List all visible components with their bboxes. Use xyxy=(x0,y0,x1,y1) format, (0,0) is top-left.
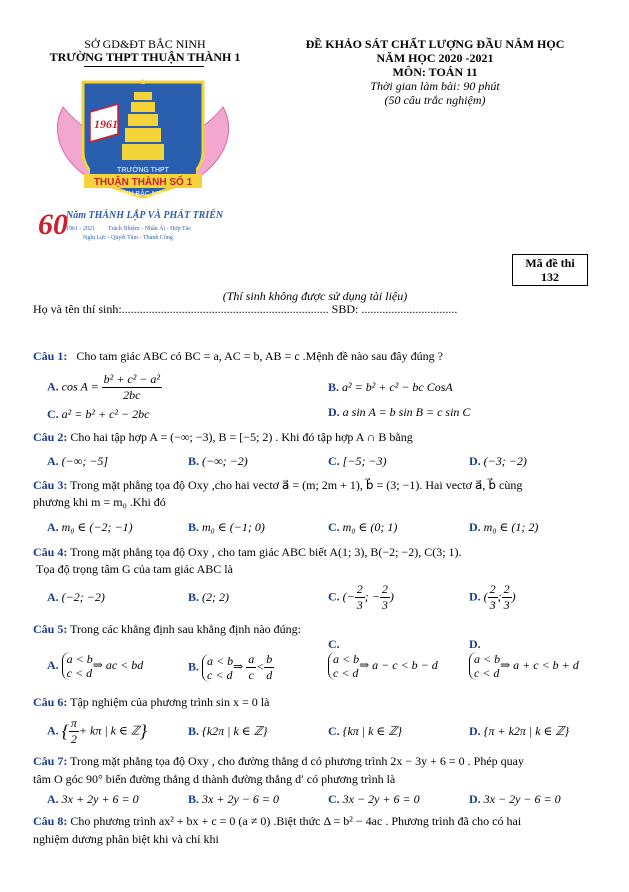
svg-text:TỈNH BẮC NINH: TỈNH BẮC NINH xyxy=(117,191,169,198)
q3-option-a[interactable]: A. m₀ ∈ (−2; −1) xyxy=(47,520,133,534)
question-4-line2: Tọa độ trọng tâm G của tam giác ABC là xyxy=(36,562,233,576)
q6-option-a[interactable]: A. { $\frac{\pi}{2}$ + kπ | k ∈ ℤ} xyxy=(47,716,147,746)
question-3: Câu 3: Trong mặt phẳng tọa độ Oxy ,cho hai vectơ a⃗ = (m; 2m + 1), b⃗ = (3; −1). Hai vectơ a⃗, b⃗ cùng xyxy=(33,478,523,492)
svg-text:1961: 1961 xyxy=(94,117,118,131)
q4-option-c[interactable]: C. (− $\frac{2}{3}$ ; − $\frac{2}{3}$ ) xyxy=(328,582,394,612)
question-5: Câu 5: Trong các khẳng định sau khẳng định nào đúng: xyxy=(33,622,301,636)
school-year: NĂM HỌC 2020 -2021 xyxy=(376,51,494,65)
question-4: Câu 4: Trong mặt phẳng tọa độ Oxy , cho tam giác ABC biết A(1; 3), B(−2; −2), C(3; 1). xyxy=(33,545,462,559)
q7-option-b[interactable]: B. 3x + 2y − 6 = 0 xyxy=(188,792,279,806)
q7-option-c[interactable]: C. 3x − 2y + 6 = 0 xyxy=(328,792,420,806)
q7-option-d[interactable]: D. 3x − 2y − 6 = 0 xyxy=(469,792,561,806)
question-8-line2: nghiệm dương phân biệt khi và chỉ khi xyxy=(33,832,219,846)
q4-option-d[interactable]: D. ( $\frac{2}{3}$ ; $\frac{2}{3}$ ) xyxy=(469,582,516,612)
question-8-text: Cho phương trình ax² + bx + c = 0 (a ≠ 0) .Biệt thức Δ = b² − 4ac . Phương trình đã cho có hai xyxy=(70,814,522,828)
question-7-line2: tâm O góc 90° biến đường thẳng d thành đường thẳng d′ có phương trình là xyxy=(33,772,396,786)
q2-option-a[interactable]: A. (−∞; −5] xyxy=(47,454,109,468)
question-1: Câu 1: Cho tam giác ABC có BC = a, AC = b, AB = c .Mệnh đề nào sau đây đúng ? xyxy=(33,349,443,363)
q2-option-d[interactable]: D. (−3; −2) xyxy=(469,454,527,468)
exam-code-box xyxy=(512,254,588,286)
q7-option-a[interactable]: A. 3x + 2y + 6 = 0 xyxy=(47,792,139,806)
department-name: SỞ GD&ĐT BẮC NINH xyxy=(84,37,206,51)
candidate-name-label: Họ và tên thí sinh:..................................................................... xyxy=(33,302,329,316)
question-2-text: Cho hai tập hợp A = (−∞; −3), B = [−5; 2) . Khi đó tập hợp A ∩ B bằng xyxy=(70,430,413,444)
time-limit: Thời gian làm bài: 90 phút xyxy=(370,79,500,93)
question-6: Câu 6: Tập nghiệm của phương trình sin x = 0 là xyxy=(33,695,270,709)
question-8: Câu 8: Cho phương trình ax² + bx + c = 0 (a ≠ 0) .Biệt thức Δ = b² − 4ac . Phương trình đã cho có hai xyxy=(33,814,522,828)
q3-option-d[interactable]: D. m₀ ∈ (1; 2) xyxy=(469,520,539,534)
candidate-sbd-label: SBD: ................................ xyxy=(331,302,458,316)
q3-option-c[interactable]: C. m₀ ∈ (0; 1) xyxy=(328,520,398,534)
subject: MÔN: TOÁN 11 xyxy=(392,65,478,79)
q3-option-b[interactable]: B. m₀ ∈ (−1; 0) xyxy=(188,520,265,534)
svg-text:THUẬN THÀNH SỐ 1: THUẬN THÀNH SỐ 1 xyxy=(93,177,193,188)
exam-title: ĐỀ KHẢO SÁT CHẤT LƯỢNG ĐẦU NĂM HỌC xyxy=(305,37,565,51)
q1-option-a[interactable]: A. cos A = $\frac{\text{b² + c² − a²}}{2bc}$ xyxy=(47,372,160,402)
q6-option-b[interactable]: B. {k2π | k ∈ ℤ} xyxy=(188,724,268,738)
header-divider xyxy=(84,66,204,67)
svg-text:Năm THÀNH LẬP VÀ PHÁT TRIỂN: Năm THÀNH LẬP VÀ PHÁT TRIỂN xyxy=(66,210,224,221)
question-3-line2: phương khi m = m₀ .Khi đó xyxy=(33,495,166,509)
q1-option-b[interactable]: B. a² = b² + c² − bc CosA xyxy=(328,380,453,394)
question-2: Câu 2: Cho hai tập hợp A = (−∞; −3), B = [−5; 2) . Khi đó tập hợp A ∩ B bằng xyxy=(33,430,413,444)
question-1-text: Cho tam giác ABC có BC = a, AC = b, AB = c .Mệnh đề nào sau đây đúng ? xyxy=(76,349,443,363)
svg-text:Trách Nhiệm - Nhân Ái - Hợp Tá: Trách Nhiệm - Nhân Ái - Hợp Tác xyxy=(108,226,191,232)
question-6-text: Tập nghiệm của phương trình sin x = 0 là xyxy=(70,695,270,709)
q4-option-a[interactable]: A. (−2; −2) xyxy=(47,590,105,604)
no-materials-notice: (Thí sinh không được sử dụng tài liệu) xyxy=(222,289,408,303)
question-3-text: Trong mặt phẳng tọa độ Oxy ,cho hai vectơ a⃗ = (m; 2m + 1), b⃗ = (3; −1). Hai vectơ a⃗, b⃗ cùng xyxy=(70,478,523,492)
q5-option-d[interactable]: D. a < b c < d⇒ a + c < b + d xyxy=(469,637,579,680)
school-name: TRƯỜNG THPT THUẬN THÀNH 1 xyxy=(49,50,241,64)
school-logo xyxy=(38,72,248,247)
q1-option-c[interactable]: C. a² = b² + c² − 2bc xyxy=(47,407,150,421)
svg-text:60: 60 xyxy=(38,208,68,241)
question-count: (50 câu trắc nghiệm) xyxy=(384,93,486,107)
svg-text:1961 - 2021: 1961 - 2021 xyxy=(66,226,95,232)
question-4-text: Trong mặt phẳng tọa độ Oxy , cho tam giác ABC biết A(1; 3), B(−2; −2), C(3; 1). xyxy=(70,545,462,559)
q6-option-c[interactable]: C. {kπ | k ∈ ℤ} xyxy=(328,724,403,738)
q5-option-b[interactable]: B. a < b c < d⇒ $\frac{a}{c}$ < $\frac{b}{d}$ xyxy=(188,652,273,682)
question-7: Câu 7: Trong mặt phẳng tọa độ Oxy , cho đường thẳng d có phương trình 2x − 3y + 6 = 0 . Phép quay xyxy=(33,754,524,768)
candidate-name-field[interactable] xyxy=(33,302,457,317)
svg-text:TRƯỜNG THPT: TRƯỜNG THPT xyxy=(117,167,169,174)
q2-option-c[interactable]: C. [−5; −3) xyxy=(328,454,387,468)
exam-code-value: 132 xyxy=(541,270,559,284)
q1-option-d[interactable]: D. a sin A = b sin B = c sin C xyxy=(328,405,471,419)
question-5-text: Trong các khẳng định sau khẳng định nào đúng: xyxy=(70,622,301,636)
q2-option-b[interactable]: B. (−∞; −2) xyxy=(188,454,248,468)
q4-option-b[interactable]: B. (2; 2) xyxy=(188,590,230,604)
q5-option-c[interactable]: C. a < b c < d⇒ a − c < b − d xyxy=(328,637,438,680)
q6-option-d[interactable]: D. {π + k2π | k ∈ ℤ} xyxy=(469,724,570,738)
exam-code-label: Mã đề thi xyxy=(525,256,575,270)
q5-option-a[interactable]: A. a < b c < d⇒ ac < bd xyxy=(47,652,144,680)
question-7-text: Trong mặt phẳng tọa độ Oxy , cho đường thẳng d có phương trình 2x − 3y + 6 = 0 . Phép quay xyxy=(70,754,524,768)
svg-text:Nghị Lực - Quyết Tâm - Thành C: Nghị Lực - Quyết Tâm - Thành Công xyxy=(83,235,173,241)
